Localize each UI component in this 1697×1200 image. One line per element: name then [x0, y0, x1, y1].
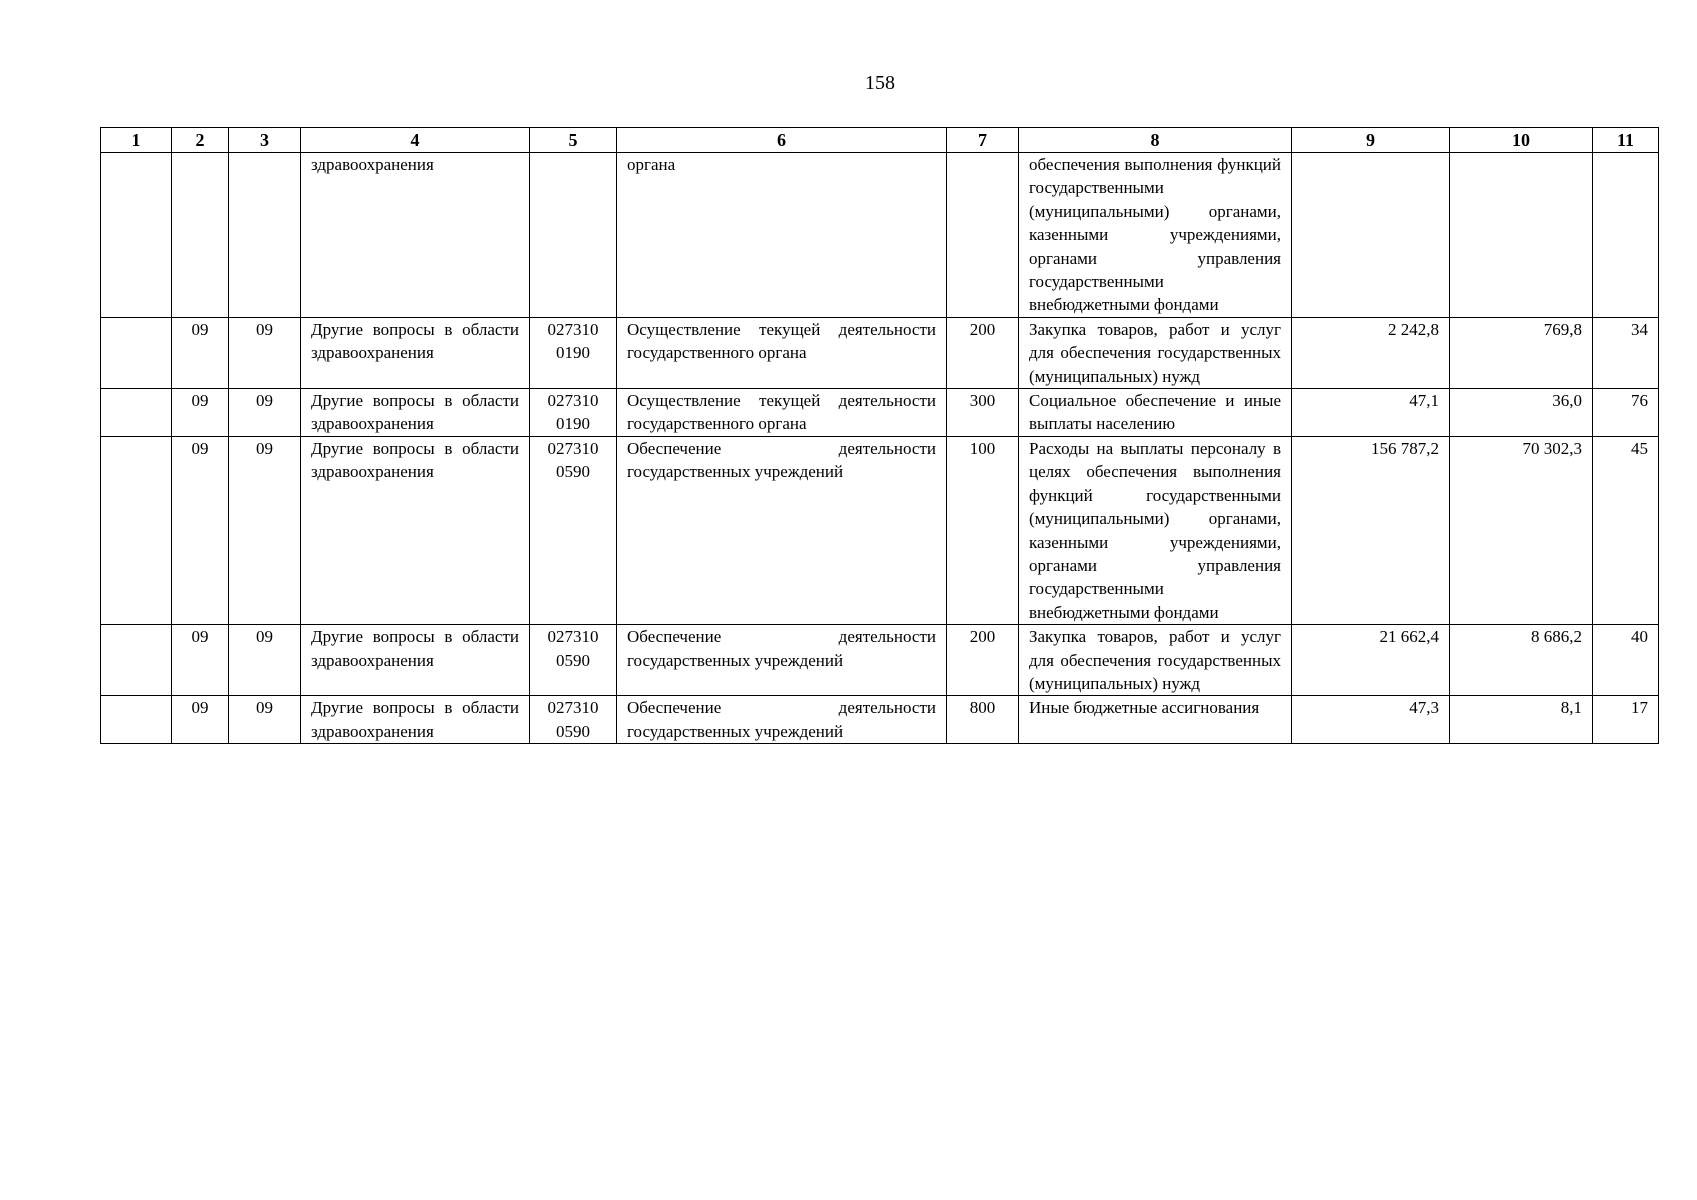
cell-expense-type: 300 — [947, 389, 1019, 437]
cell-subsection-name: Другие вопросы в области здравоохранения — [301, 625, 530, 696]
cell-percent: 34 — [1593, 317, 1659, 388]
cell-percent: 76 — [1593, 389, 1659, 437]
column-header-10: 10 — [1450, 128, 1593, 153]
cell-section: 09 — [172, 436, 229, 624]
cell-col1 — [101, 153, 172, 318]
cell-planned: 21 662,4 — [1292, 625, 1450, 696]
column-header-11: 11 — [1593, 128, 1659, 153]
table-row — [101, 153, 1659, 318]
cell-target-name: Осуществление текущей деятельности государственного органа — [617, 317, 947, 388]
column-header-3: 3 — [229, 128, 301, 153]
cell-expense-type: 100 — [947, 436, 1019, 624]
cell-section: 09 — [172, 696, 229, 744]
cell-executed: 8 686,2 — [1450, 625, 1593, 696]
table-row — [101, 436, 1659, 624]
cell-planned — [1292, 153, 1450, 318]
cell-expense-name: Расходы на выплаты персоналу в целях обеспечения выполнения функций государственными (муниципальными) органами, казенными учреждениями, органами управления государственными внебюджетными фондами — [1019, 436, 1292, 624]
cell-subsection: 09 — [229, 389, 301, 437]
cell-col1 — [101, 696, 172, 744]
cell-expense-type: 200 — [947, 625, 1019, 696]
cell-target-name: Обеспечение деятельности государственных учреждений — [617, 625, 947, 696]
cell-target-name: Обеспечение деятельности государственных учреждений — [617, 436, 947, 624]
column-header-7: 7 — [947, 128, 1019, 153]
cell-subsection-name: здравоохранения — [301, 153, 530, 318]
cell-subsection: 09 — [229, 696, 301, 744]
cell-subsection: 09 — [229, 436, 301, 624]
cell-col1 — [101, 436, 172, 624]
cell-planned: 2 242,8 — [1292, 317, 1450, 388]
column-header-2: 2 — [172, 128, 229, 153]
cell-subsection-name: Другие вопросы в области здравоохранения — [301, 436, 530, 624]
cell-subsection: 09 — [229, 317, 301, 388]
cell-target-name: Осуществление текущей деятельности государственного органа — [617, 389, 947, 437]
cell-expense-type — [947, 153, 1019, 318]
cell-executed — [1450, 153, 1593, 318]
page-number: 158 — [865, 72, 895, 94]
cell-planned: 47,1 — [1292, 389, 1450, 437]
cell-executed: 769,8 — [1450, 317, 1593, 388]
cell-subsection-name: Другие вопросы в области здравоохранения — [301, 317, 530, 388]
cell-executed: 8,1 — [1450, 696, 1593, 744]
cell-target-code — [530, 153, 617, 318]
cell-expense-type: 800 — [947, 696, 1019, 744]
cell-target-code: 027310 0190 — [530, 317, 617, 388]
column-header-6: 6 — [617, 128, 947, 153]
cell-planned: 156 787,2 — [1292, 436, 1450, 624]
cell-expense-name: Закупка товаров, работ и услуг для обеспечения государственных (муниципальных) нужд — [1019, 317, 1292, 388]
cell-percent — [1593, 153, 1659, 318]
cell-percent: 45 — [1593, 436, 1659, 624]
table-row — [101, 389, 1659, 437]
cell-executed: 70 302,3 — [1450, 436, 1593, 624]
table-row — [101, 625, 1659, 696]
cell-expense-name: Закупка товаров, работ и услуг для обеспечения государственных (муниципальных) нужд — [1019, 625, 1292, 696]
column-header-4: 4 — [301, 128, 530, 153]
cell-executed: 36,0 — [1450, 389, 1593, 437]
cell-col1 — [101, 389, 172, 437]
cell-percent: 17 — [1593, 696, 1659, 744]
cell-subsection — [229, 153, 301, 318]
cell-target-name: Обеспечение деятельности государственных учреждений — [617, 696, 947, 744]
cell-col1 — [101, 317, 172, 388]
table-row — [101, 696, 1659, 744]
table-row — [101, 317, 1659, 388]
cell-target-code: 027310 0590 — [530, 696, 617, 744]
cell-section — [172, 153, 229, 318]
cell-col1 — [101, 625, 172, 696]
column-header-9: 9 — [1292, 128, 1450, 153]
budget-table — [100, 127, 1659, 744]
cell-expense-type: 200 — [947, 317, 1019, 388]
cell-target-code: 027310 0590 — [530, 436, 617, 624]
cell-subsection-name: Другие вопросы в области здравоохранения — [301, 696, 530, 744]
cell-target-code: 027310 0190 — [530, 389, 617, 437]
cell-subsection-name: Другие вопросы в области здравоохранения — [301, 389, 530, 437]
cell-planned: 47,3 — [1292, 696, 1450, 744]
column-header-1: 1 — [101, 128, 172, 153]
cell-target-code: 027310 0590 — [530, 625, 617, 696]
column-header-5: 5 — [530, 128, 617, 153]
cell-section: 09 — [172, 317, 229, 388]
cell-percent: 40 — [1593, 625, 1659, 696]
cell-expense-name: Иные бюджетные ассигнования — [1019, 696, 1292, 744]
header-row — [101, 128, 1659, 153]
cell-subsection: 09 — [229, 625, 301, 696]
column-header-8: 8 — [1019, 128, 1292, 153]
cell-target-name: органа — [617, 153, 947, 318]
cell-section: 09 — [172, 389, 229, 437]
cell-expense-name: обеспечения выполнения функций государственными (муниципальными) органами, казенными учреждениями, органами управления государственными внебюджетными фондами — [1019, 153, 1292, 318]
cell-expense-name: Социальное обеспечение и иные выплаты населению — [1019, 389, 1292, 437]
cell-section: 09 — [172, 625, 229, 696]
